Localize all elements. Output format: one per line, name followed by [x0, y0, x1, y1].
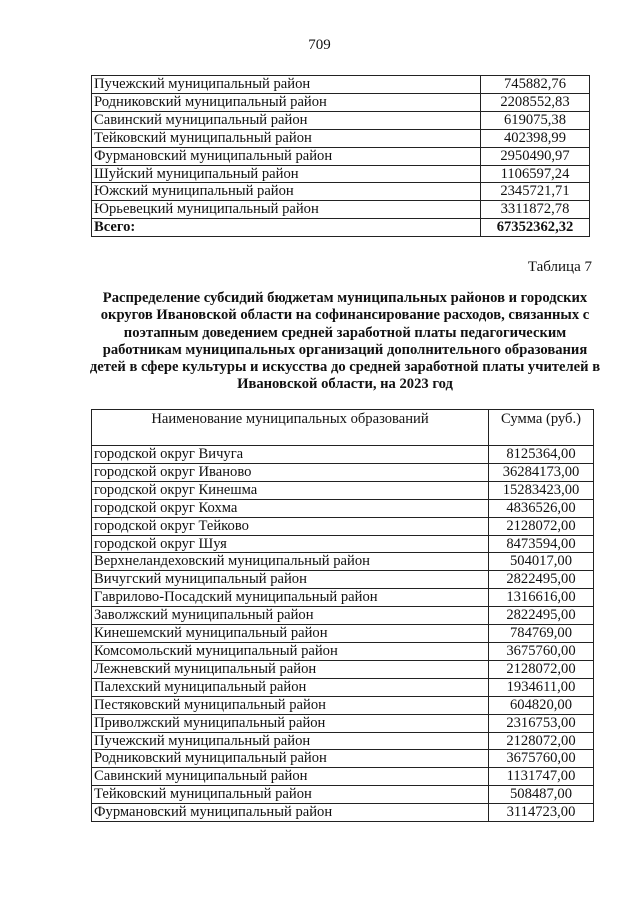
total-label: Всего:	[92, 219, 481, 237]
district-name: Южский муниципальный район	[92, 183, 481, 201]
district-name: Родниковский муниципальный район	[92, 93, 481, 111]
subsidy-distribution-table	[91, 409, 594, 822]
table-row	[92, 499, 594, 517]
table-title: Распределение субсидий бюджетам муниципальных районов и городских округов Ивановской области на софинансирование расходов, связанных с поэтапным доведением средней заработной платы педагогическим работникам муниципальных организаций дополнительного образования детей в сфере культуры и искусства до средней заработной платы учителей в Ивановской области, на 2023 год	[89, 290, 601, 393]
table-row	[92, 786, 594, 804]
table-row	[92, 732, 594, 750]
amount: 2950490,97	[481, 147, 590, 165]
amount: 36284173,00	[489, 463, 594, 481]
table-row	[92, 553, 594, 571]
table-row	[92, 714, 594, 732]
amount: 8125364,00	[489, 446, 594, 464]
table-row	[92, 642, 594, 660]
municipality-name: городской округ Тейково	[92, 517, 489, 535]
municipality-name: Заволжский муниципальный район	[92, 607, 489, 625]
table-row	[92, 111, 590, 129]
municipality-name: Верхнеландеховский муниципальный район	[92, 553, 489, 571]
amount: 2128072,00	[489, 517, 594, 535]
district-name: Пучежский муниципальный район	[92, 76, 481, 94]
table-header	[92, 410, 594, 446]
table-body	[92, 446, 594, 822]
table-row	[92, 93, 590, 111]
amount: 2345721,71	[481, 183, 590, 201]
municipality-name: Пестяковский муниципальный район	[92, 696, 489, 714]
amount: 8473594,00	[489, 535, 594, 553]
municipality-name: городской округ Вичуга	[92, 446, 489, 464]
table-row	[92, 625, 594, 643]
amount: 1316616,00	[489, 589, 594, 607]
table-row	[92, 165, 590, 183]
amount: 3675760,00	[489, 750, 594, 768]
amount: 784769,00	[489, 625, 594, 643]
table-row	[92, 678, 594, 696]
table-row	[92, 517, 594, 535]
municipality-name: городской округ Иваново	[92, 463, 489, 481]
table-row	[92, 750, 594, 768]
total-row	[92, 219, 590, 237]
district-name: Тейковский муниципальный район	[92, 129, 481, 147]
district-name: Шуйский муниципальный район	[92, 165, 481, 183]
amount: 2316753,00	[489, 714, 594, 732]
municipality-name: Савинский муниципальный район	[92, 768, 489, 786]
amount: 15283423,00	[489, 481, 594, 499]
table-row	[92, 589, 594, 607]
amount: 2822495,00	[489, 607, 594, 625]
table-row	[92, 768, 594, 786]
amount: 3311872,78	[481, 201, 590, 219]
amount: 504017,00	[489, 553, 594, 571]
district-name: Юрьевецкий муниципальный район	[92, 201, 481, 219]
municipality-name: Палехский муниципальный район	[92, 678, 489, 696]
table-label: Таблица 7	[527, 259, 592, 275]
amount: 508487,00	[489, 786, 594, 804]
table-row	[92, 201, 590, 219]
municipality-name: городской округ Кохма	[92, 499, 489, 517]
amount: 745882,76	[481, 76, 590, 94]
amount: 3675760,00	[489, 642, 594, 660]
municipality-name: Пучежский муниципальный район	[92, 732, 489, 750]
amount: 619075,38	[481, 111, 590, 129]
amount: 1934611,00	[489, 678, 594, 696]
amount: 2128072,00	[489, 660, 594, 678]
table-row	[92, 446, 594, 464]
amount: 2822495,00	[489, 571, 594, 589]
column-header-name: Наименование муниципальных образований	[92, 410, 489, 446]
district-name: Савинский муниципальный район	[92, 111, 481, 129]
amount: 2208552,83	[481, 93, 590, 111]
table-row	[92, 571, 594, 589]
municipality-name: городской округ Кинешма	[92, 481, 489, 499]
municipality-name: Комсомольский муниципальный район	[92, 642, 489, 660]
page-number: 709	[308, 37, 331, 53]
amount: 1106597,24	[481, 165, 590, 183]
continued-table-body	[92, 76, 590, 237]
amount: 604820,00	[489, 696, 594, 714]
continued-subsidy-table	[91, 75, 590, 237]
table-row	[92, 660, 594, 678]
table-row	[92, 147, 590, 165]
amount: 402398,99	[481, 129, 590, 147]
district-name: Фурмановский муниципальный район	[92, 147, 481, 165]
table-row	[92, 463, 594, 481]
municipality-name: Кинешемский муниципальный район	[92, 625, 489, 643]
amount: 1131747,00	[489, 768, 594, 786]
municipality-name: Лежневский муниципальный район	[92, 660, 489, 678]
municipality-name: Вичугский муниципальный район	[92, 571, 489, 589]
municipality-name: городской округ Шуя	[92, 535, 489, 553]
table-row	[92, 607, 594, 625]
municipality-name: Приволжский муниципальный район	[92, 714, 489, 732]
amount: 2128072,00	[489, 732, 594, 750]
table-row	[92, 535, 594, 553]
municipality-name: Родниковский муниципальный район	[92, 750, 489, 768]
table-row	[92, 183, 590, 201]
table-row	[92, 76, 590, 94]
table-row	[92, 129, 590, 147]
municipality-name: Фурмановский муниципальный район	[92, 804, 489, 822]
total-amount: 67352362,32	[481, 219, 590, 237]
amount: 3114723,00	[489, 804, 594, 822]
table-row	[92, 481, 594, 499]
table-row	[92, 804, 594, 822]
amount: 4836526,00	[489, 499, 594, 517]
municipality-name: Гаврилово-Посадский муниципальный район	[92, 589, 489, 607]
table-row	[92, 696, 594, 714]
municipality-name: Тейковский муниципальный район	[92, 786, 489, 804]
header-row	[92, 410, 594, 446]
column-header-amount: Сумма (руб.)	[489, 410, 594, 446]
